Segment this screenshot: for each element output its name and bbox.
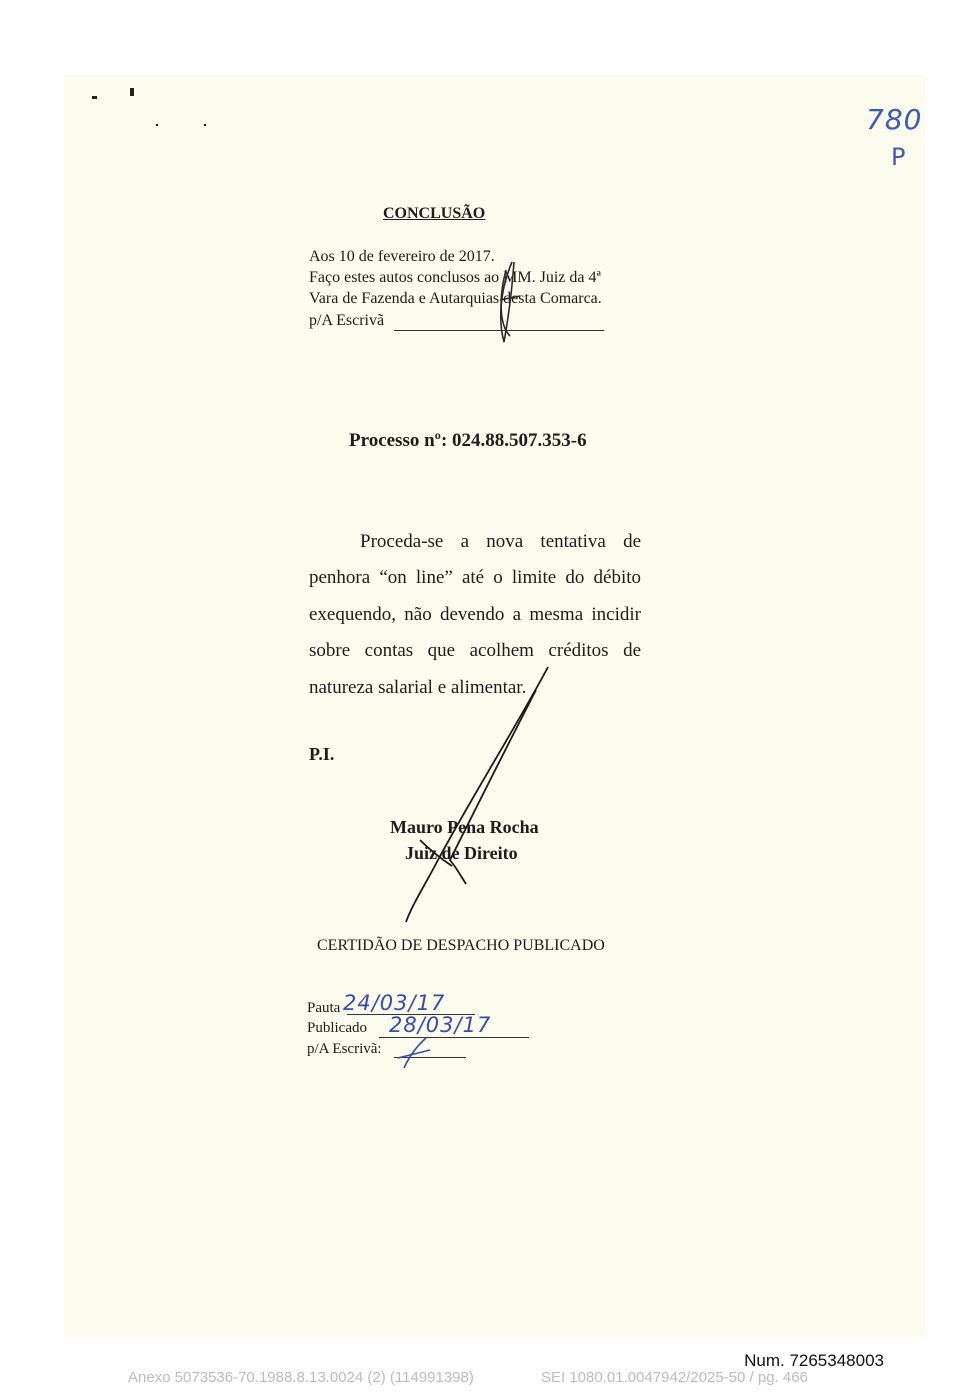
judge-signature [406, 667, 548, 922]
publicado-handwritten-date: 28/03/17 [389, 1013, 492, 1037]
conclusao-line: Aos 10 de fevereiro de 2017. [309, 248, 495, 265]
margin-initial: P [891, 143, 906, 171]
process-number: Processo nº: 024.88.507.353-6 [349, 430, 587, 451]
sei-reference: SEI 1080.01.0047942/2025-50 / pg. 466 [541, 1369, 808, 1386]
escriva-label: p/A Escrivã: [307, 1041, 382, 1057]
conclusao-escriva-label: p/A Escrivã [309, 312, 385, 329]
conclusao-line: Vara de Fazenda e Autarquias desta Comarca. [309, 290, 602, 307]
pi-label: P.I. [309, 744, 335, 764]
margin-page-number: 780 [866, 103, 923, 136]
clerk-signature [500, 262, 520, 342]
judge-title: Juiz de Direito [405, 843, 518, 863]
document-number: Num. 7265348003 [744, 1351, 884, 1370]
pauta-label: Pauta [307, 1000, 341, 1016]
annex-reference: Anexo 5073536-70.1988.8.13.0024 (2) (114991398) [128, 1369, 474, 1386]
certidao-title: CERTIDÃO DE DESPACHO PUBLICADO [317, 937, 605, 954]
scan-specks [92, 88, 206, 126]
judge-name: Mauro Pena Rocha [390, 817, 539, 837]
publicado-label: Publicado [307, 1020, 367, 1036]
pauta-handwritten-date: 24/03/17 [343, 991, 446, 1015]
escriva-initial [398, 1038, 430, 1068]
conclusao-title: CONCLUSÃO [383, 205, 486, 222]
conclusao-line: Faço estes autos conclusos ao MM. Juiz da 4ª [309, 269, 601, 286]
despacho-paragraph: Proceda-se a nova tentativa de penhora “on line” até o limite do débito exequendo, não devendo a mesma incidir sobre contas que acolhem créditos de natureza salarial e alimentar. [309, 531, 641, 698]
